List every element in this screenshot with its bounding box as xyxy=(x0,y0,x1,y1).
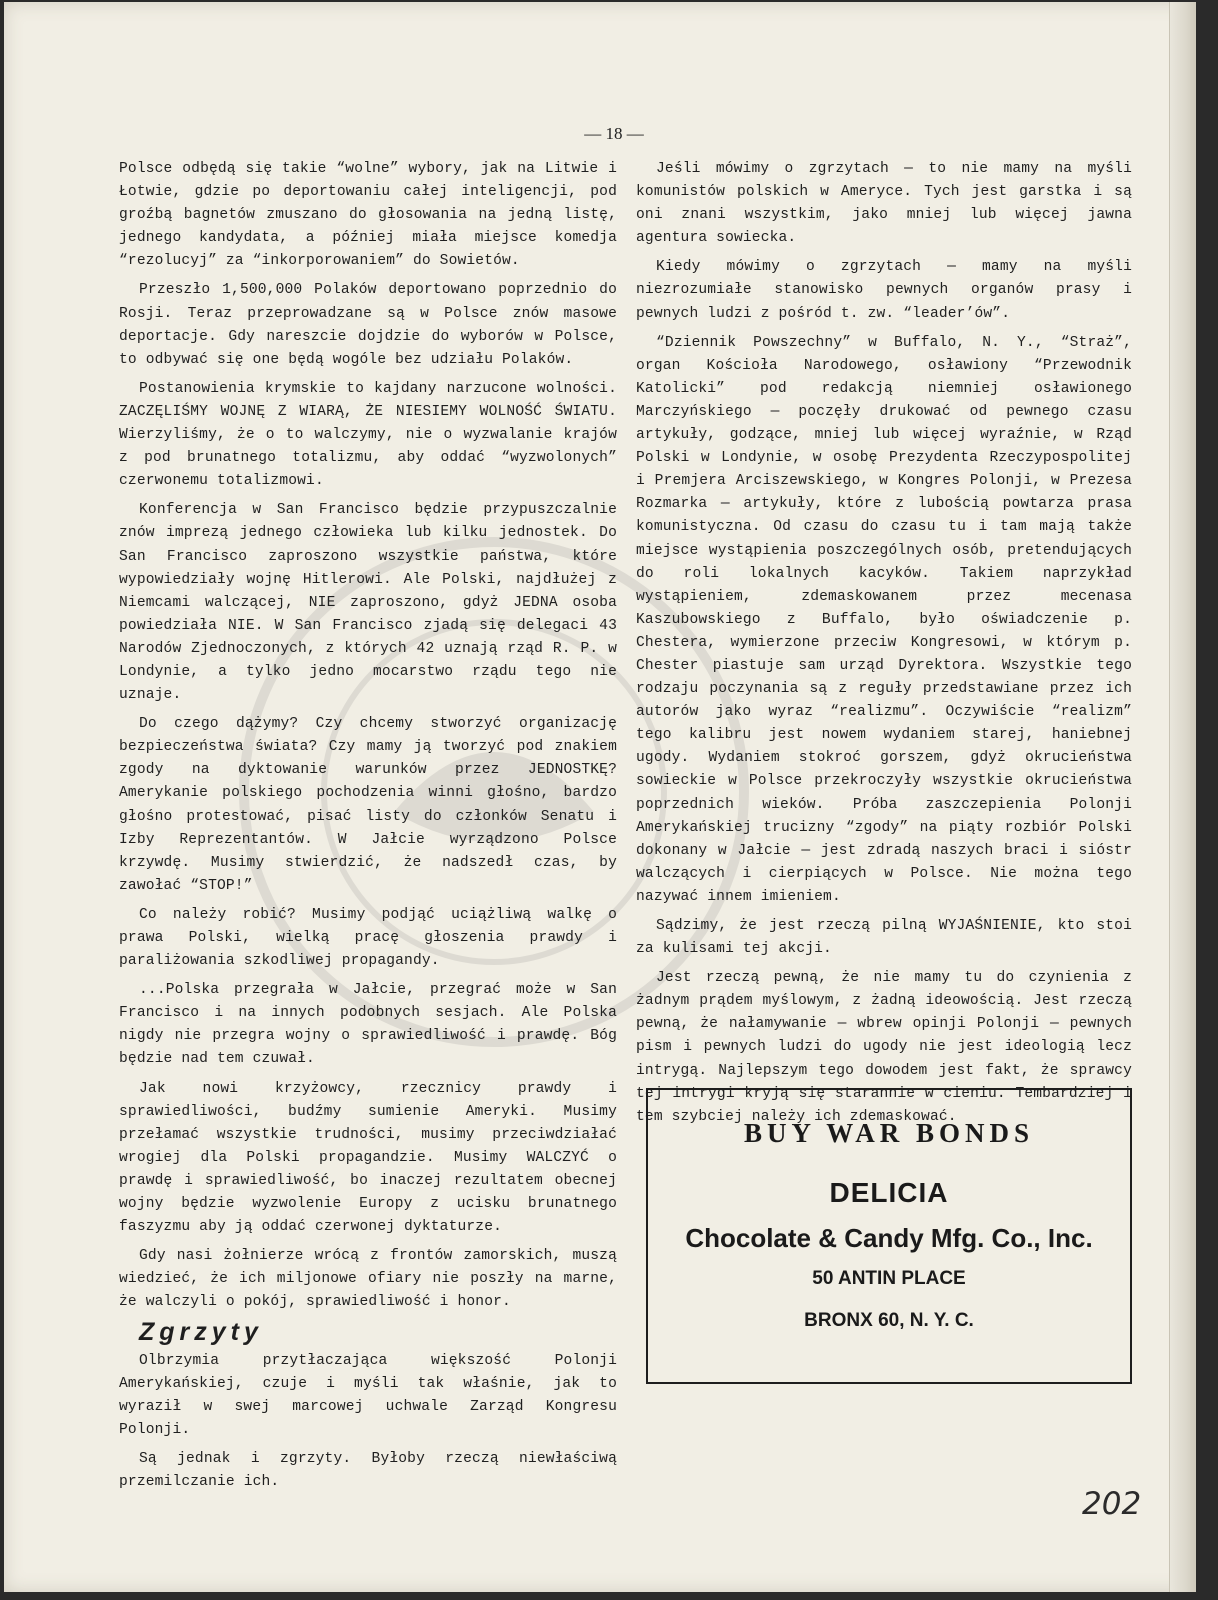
paragraph: Przeszło 1,500,000 Polaków deportowano poprzednio do Rosji. Teraz przeprowadzane są w Polsce znów masowe deportacje. Gdy nareszcie dojdzie do wyborów w Polsce, to odbywać się one będą wogóle bez udziału Polaków. xyxy=(119,282,617,368)
paragraph: Sądzimy, że jest rzeczą pilną WYJAŚNIENIE, kto stoi za kulisami tej akcji. xyxy=(636,918,1132,958)
paragraph: “Dziennik Powszechny” w Buffalo, N. Y., “Straż”, organ Kościoła Narodowego, osławiony “Przewodnik Katolicki” pod redakcją niemniej osławionego Marczyńskiego — poczęły drukować od pewnego czasu artykuły, godzące, mniej lub więcej wyraźnie, w Rząd Polski w Londynie, w osobę Prezydenta Rzeczypospolitej i Premjera Arciszewskiego, w Kongres Polonji, w Prezesa Rozmarka — artykuły, które z lubością powtarza prasa komunistyczna. Od czasu do czasu tu i tam mają także miejsce wystąpienia poszczególnych osób, pretendujących do roli lokalnych kacyków. Takiem naprzykład wystąpieniem, zdemaskowanem przez mecenasa Kaszubowskiego z Buffalo, było oświadczenie p. Chestera, wymierzone przeciw Kongresowi, w którym p. Chester piastuje sam urząd Dyrektora. Wszystkie tego rodzaju poczynania są z reguły przedstawiane przez ich autorów jako wyraz “realizmu”. Oczywiście “realizm” tego kalibru jest nowem wydaniem starej, haniebnej ugody. Wydaniem stokroć gorszem, gdyż okrucieństwa sowieckie w Polsce przekroczyły wszystkie okrucieństwa poprzednich wieków. Próba zaszczepienia Polonji Amerykańskiej trucizny “zgody” na piąty rozbiór Polski dokonany w Jałcie — jest zdradą naszych braci i sióstr walczących i cierpiących w Polsce. Nie można tego nazywać innem imieniem. xyxy=(636,334,1132,905)
section-heading: Zgrzyty xyxy=(139,1317,263,1346)
document-page xyxy=(4,2,1196,1592)
paragraph: Do czego dążymy? Czy chcemy stworzyć organizację bezpieczeństwa świata? Czy mamy ją tworzyć pod znakiem zgody na dyktowanie warunków przez JEDNOSTKĘ? Amerykanie polskiego pochodzenia winni głośno, bardzo głośno protestować, pisać listy do członków Senatu i Izby Reprezentantów. W Jałcie wyrządzono Polsce krzywdę. Musimy stwierdzić, że nadszedł czas, by zawołać “STOP!” xyxy=(119,716,617,894)
paragraph: Co należy robić? Musimy podjąć uciążliwą walkę o prawa Polski, wielką pracę głoszenia prawdy i paraliżowania szkodliwej propagandy. xyxy=(119,906,617,970)
ad-address: 50 ANTIN PLACE xyxy=(812,1268,966,1289)
page-number: — 18 — xyxy=(584,124,644,143)
paragraph: Są jednak i zgrzyty. Byłoby rzeczą niewłaściwą przemilczanie ich. xyxy=(119,1450,617,1491)
left-column xyxy=(119,158,617,1500)
binding-edge xyxy=(1169,2,1196,1592)
right-column xyxy=(636,158,1132,1135)
paragraph: Olbrzymia przytłaczająca większość Polonji Amerykańskiej, czuje i myśli tak właśnie, jak to wyraził w swej marcowej uchwale Zarząd Kongresu Polonji. xyxy=(119,1352,617,1438)
ad-brand: DELICIA xyxy=(829,1177,949,1208)
handwritten-page-number: 202 xyxy=(1082,1486,1142,1522)
paragraph: Postanowienia krymskie to kajdany narzucone wolności. ZACZĘLIŚMY WOJNĘ Z WIARĄ, ŻE NIESIEMY WOLNOŚĆ ŚWIATU. Wierzyliśmy, że o to walczymy, nie o wyzwalanie krajów z pod brunatnego totalizmu, aby oddać “wyzwolonych” czerwonemu totalizmowi. xyxy=(119,380,617,490)
paragraph: Jest rzeczą pewną, że nie mamy tu do czynienia z żadnym prądem myślowym, z żadną ideowością. Jest rzeczą pewną, że nałamywanie — wbrew opinji Polonji — pewnych pism i pewnych ludzi do ugody nie jest ideologią lecz intrygą. Najlepszym tego dowodem jest fakt, że sprawcy tej intrygi kryją się starannie w cieniu. Tembardziej i tem szybciej należy ich zdemaskować. xyxy=(636,970,1132,1125)
advertisement-box xyxy=(646,1088,1132,1384)
paragraph: Kiedy mówimy o zgrzytach — mamy na myśli niezrozumiałe stanowisko pewnych organów prasy i pewnych ludzi z pośród t. zw. “leader’ów”. xyxy=(636,259,1132,322)
paragraph: Gdy nasi żołnierze wrócą z frontów zamorskich, muszą wiedzieć, że ich miljonowe ofiary nie poszły na marne, że walczyli o pokój, sprawiedliwość i honor. xyxy=(119,1248,617,1311)
paragraph: Jak nowi krzyżowcy, rzecznicy prawdy i sprawiedliwości, budźmy sumienie Ameryki. Musimy przełamać wszystkie trudności, musimy przeciwdziałać wrogiej dla Polski propagandzie. Musimy WALCZYĆ o prawdę i sprawiedliwość, bo inaczej rezultatem obecnej wojny będzie wyzwolenie Europy z ucisku brunatnego faszyzmu aby ją oddać czerwonej dyktaturze. xyxy=(119,1080,617,1236)
ad-slogan: BUY WAR BONDS xyxy=(743,1118,1035,1148)
paragraph: Jeśli mówimy o zgrzytach — to nie mamy na myśli komunistów polskich w Ameryce. Tych jest garstka i są oni znani wszystkim, jako mniej lub więcej jawna agentura sowiecka. xyxy=(636,161,1132,247)
paragraph: Polsce odbędą się takie “wolne” wybory, jak na Litwie i Łotwie, gdzie po deportowaniu całej inteligencji, pod groźbą bagnetów zmuszano do głosowania na jedną listę, jednego kandydata, a później miała miejsce komedja “rezolucyj” za “inkorporowaniem” do Sowietów. xyxy=(119,161,617,270)
paragraph: ...Polska przegrała w Jałcie, przegrać może w San Francisco i na innych podobnych sesjach. Ale Polska nigdy nie przegra wojny o sprawiedliwość i prawdę. Bóg będzie nad tem czuwał. xyxy=(119,982,617,1068)
paragraph: Konferencja w San Francisco będzie przypuszczalnie znów imprezą jednego człowieka lub kilku jednostek. Do San Francisco zaproszono wszystkie państwa, które wypowiedziały wojnę Hitlerowi. Ale Polski, najdłużej z Niemcami walczącej, NIE zaproszono, gdyż JEDNA osoba powiedziała NIE. W San Francisco zjadą się delegaci 43 Narodów Zjednoczonych, z których 42 uznają rząd R. P. w Londynie, a tylko jedno mocarstwo rządu tego nie uznaje. xyxy=(119,502,617,704)
ad-city: BRONX 60, N. Y. C. xyxy=(804,1310,974,1331)
ad-company: Chocolate & Candy Mfg. Co., Inc. xyxy=(685,1223,1093,1253)
